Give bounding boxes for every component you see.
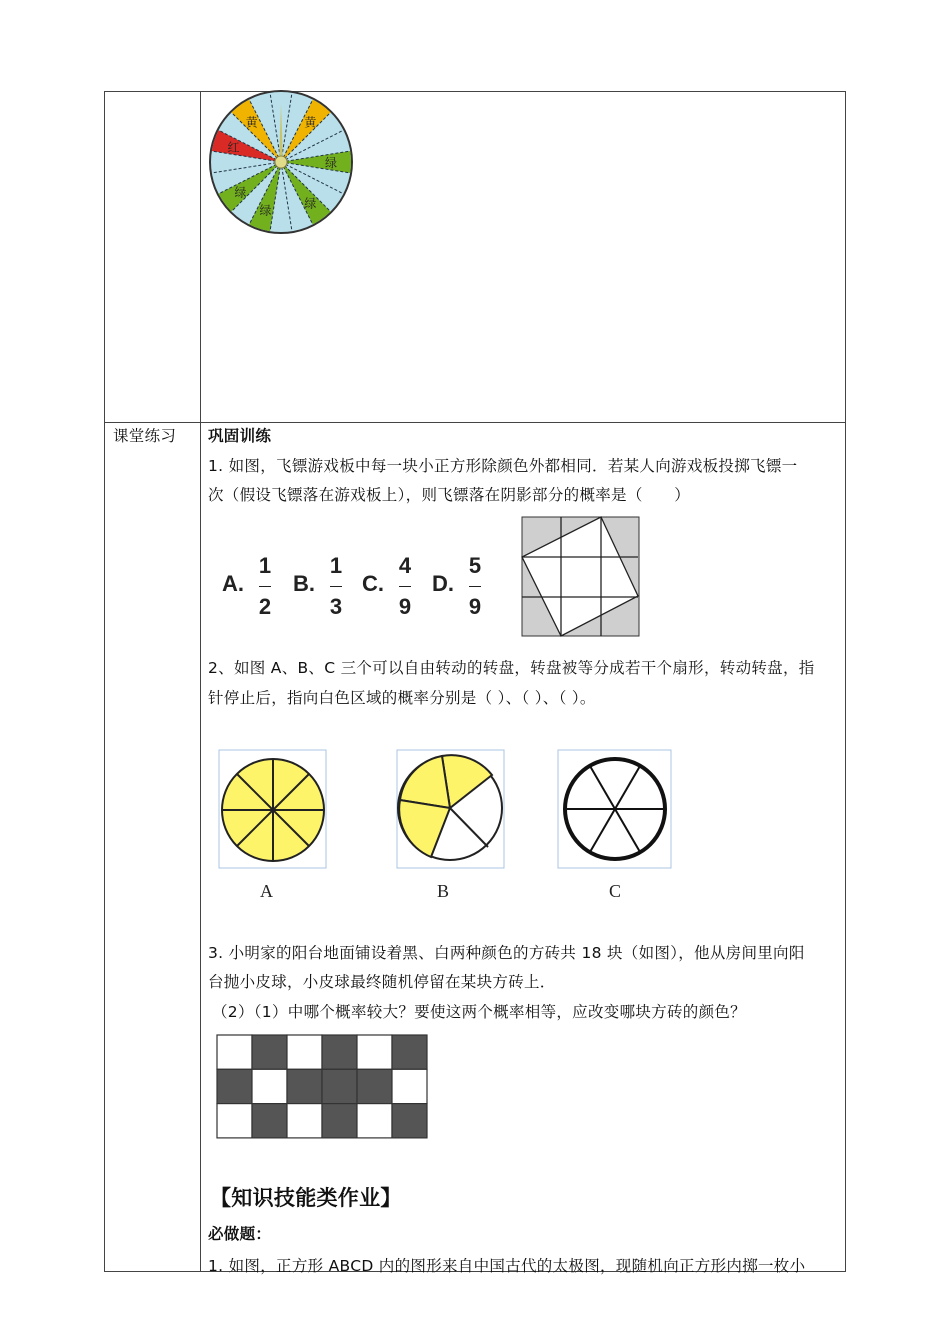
spinner-figure (205, 90, 360, 240)
spinner-b (396, 749, 506, 869)
black-tile (392, 1104, 427, 1138)
option-b-fraction: 1 3 (329, 553, 343, 619)
white-tile (357, 1104, 392, 1138)
q1-text-line2: 次（假设飞镖落在游戏板上），则飞镖落在阴影部分的概率是（ ） (208, 486, 691, 504)
row-divider (104, 422, 846, 423)
tile-grid-figure (216, 1034, 430, 1140)
black-tile (392, 1035, 427, 1069)
black-tile (252, 1035, 287, 1069)
option-b-letter: B. (293, 571, 315, 596)
black-tile (322, 1035, 357, 1069)
spinner-label-green: 绿 (304, 196, 317, 211)
spinner-a-label: A (260, 881, 273, 901)
q3-text-line3: （2）（1）中哪个概率较大？要使这两个概率相等，应改变哪块方砖的颜色？ (212, 1003, 746, 1021)
white-tile (217, 1104, 252, 1138)
section-title: 巩固训练 (208, 427, 272, 445)
homework-q1-line1: 1. 如图，正方形 ABCD 内的图形来自中国古代的太极图，现随机向正方形内掷一枚小 (208, 1257, 806, 1275)
table-left-border (104, 91, 105, 1272)
spinner-label-yellow: 黄 (304, 115, 317, 130)
q2-text-line2: 针停止后，指向白色区域的概率分别是（ ）、（ ）、（ ）。 (208, 689, 596, 707)
spinner-b-label: B (437, 881, 450, 901)
spinner-label-red: 红 (227, 140, 240, 155)
required-label: 必做题： (208, 1225, 272, 1243)
spinner-label-yellow: 黄 (245, 115, 258, 130)
spinner-label-green: 绿 (259, 203, 272, 218)
option-d-fraction: 5 9 (468, 553, 482, 619)
black-tile (217, 1069, 252, 1103)
black-tile (252, 1104, 287, 1138)
white-tile (287, 1104, 322, 1138)
option-c-letter: C. (362, 571, 384, 596)
spinner-c-label: C (609, 881, 622, 901)
practice-label: 课堂练习 (113, 427, 177, 445)
white-tile (392, 1069, 427, 1103)
q3-text-line2: 台抛小皮球，小皮球最终随机停留在某块方砖上． (208, 973, 556, 991)
black-tile (357, 1069, 392, 1103)
dartboard-figure (521, 516, 641, 639)
q1-text-line1: 1. 如图，飞镖游戏板中每一块小正方形除颜色外都相同．若某人向游戏板投掷飞镖一 (208, 457, 798, 475)
white-tile (357, 1035, 392, 1069)
black-tile (322, 1069, 357, 1103)
spinner-a (218, 749, 328, 869)
spinner-label-green: 绿 (324, 156, 338, 170)
column-divider (200, 91, 201, 1272)
option-a-letter: A. (222, 571, 244, 596)
black-tile (322, 1104, 357, 1138)
homework-title: 【知识技能类作业】 (210, 1186, 402, 1210)
spinner-hub (275, 156, 287, 168)
white-tile (217, 1035, 252, 1069)
white-tile (287, 1035, 322, 1069)
white-tile (252, 1069, 287, 1103)
spinner-label-green: 绿 (234, 185, 247, 200)
option-c-fraction: 4 9 (398, 553, 412, 619)
q3-text-line1: 3. 小明家的阳台地面铺设着黑、白两种颜色的方砖共 18 块（如图），他从房间里向阳 (208, 944, 805, 962)
option-d-letter: D. (432, 571, 454, 596)
q2-text-line1: 2、如图 A、B、C 三个可以自由转动的转盘，转盘被等分成若干个扇形，转动转盘，指 (208, 659, 815, 677)
spinner-c (557, 749, 673, 869)
table-right-border (845, 91, 846, 1272)
option-a-fraction: 1 2 (258, 553, 272, 619)
black-tile (287, 1069, 322, 1103)
